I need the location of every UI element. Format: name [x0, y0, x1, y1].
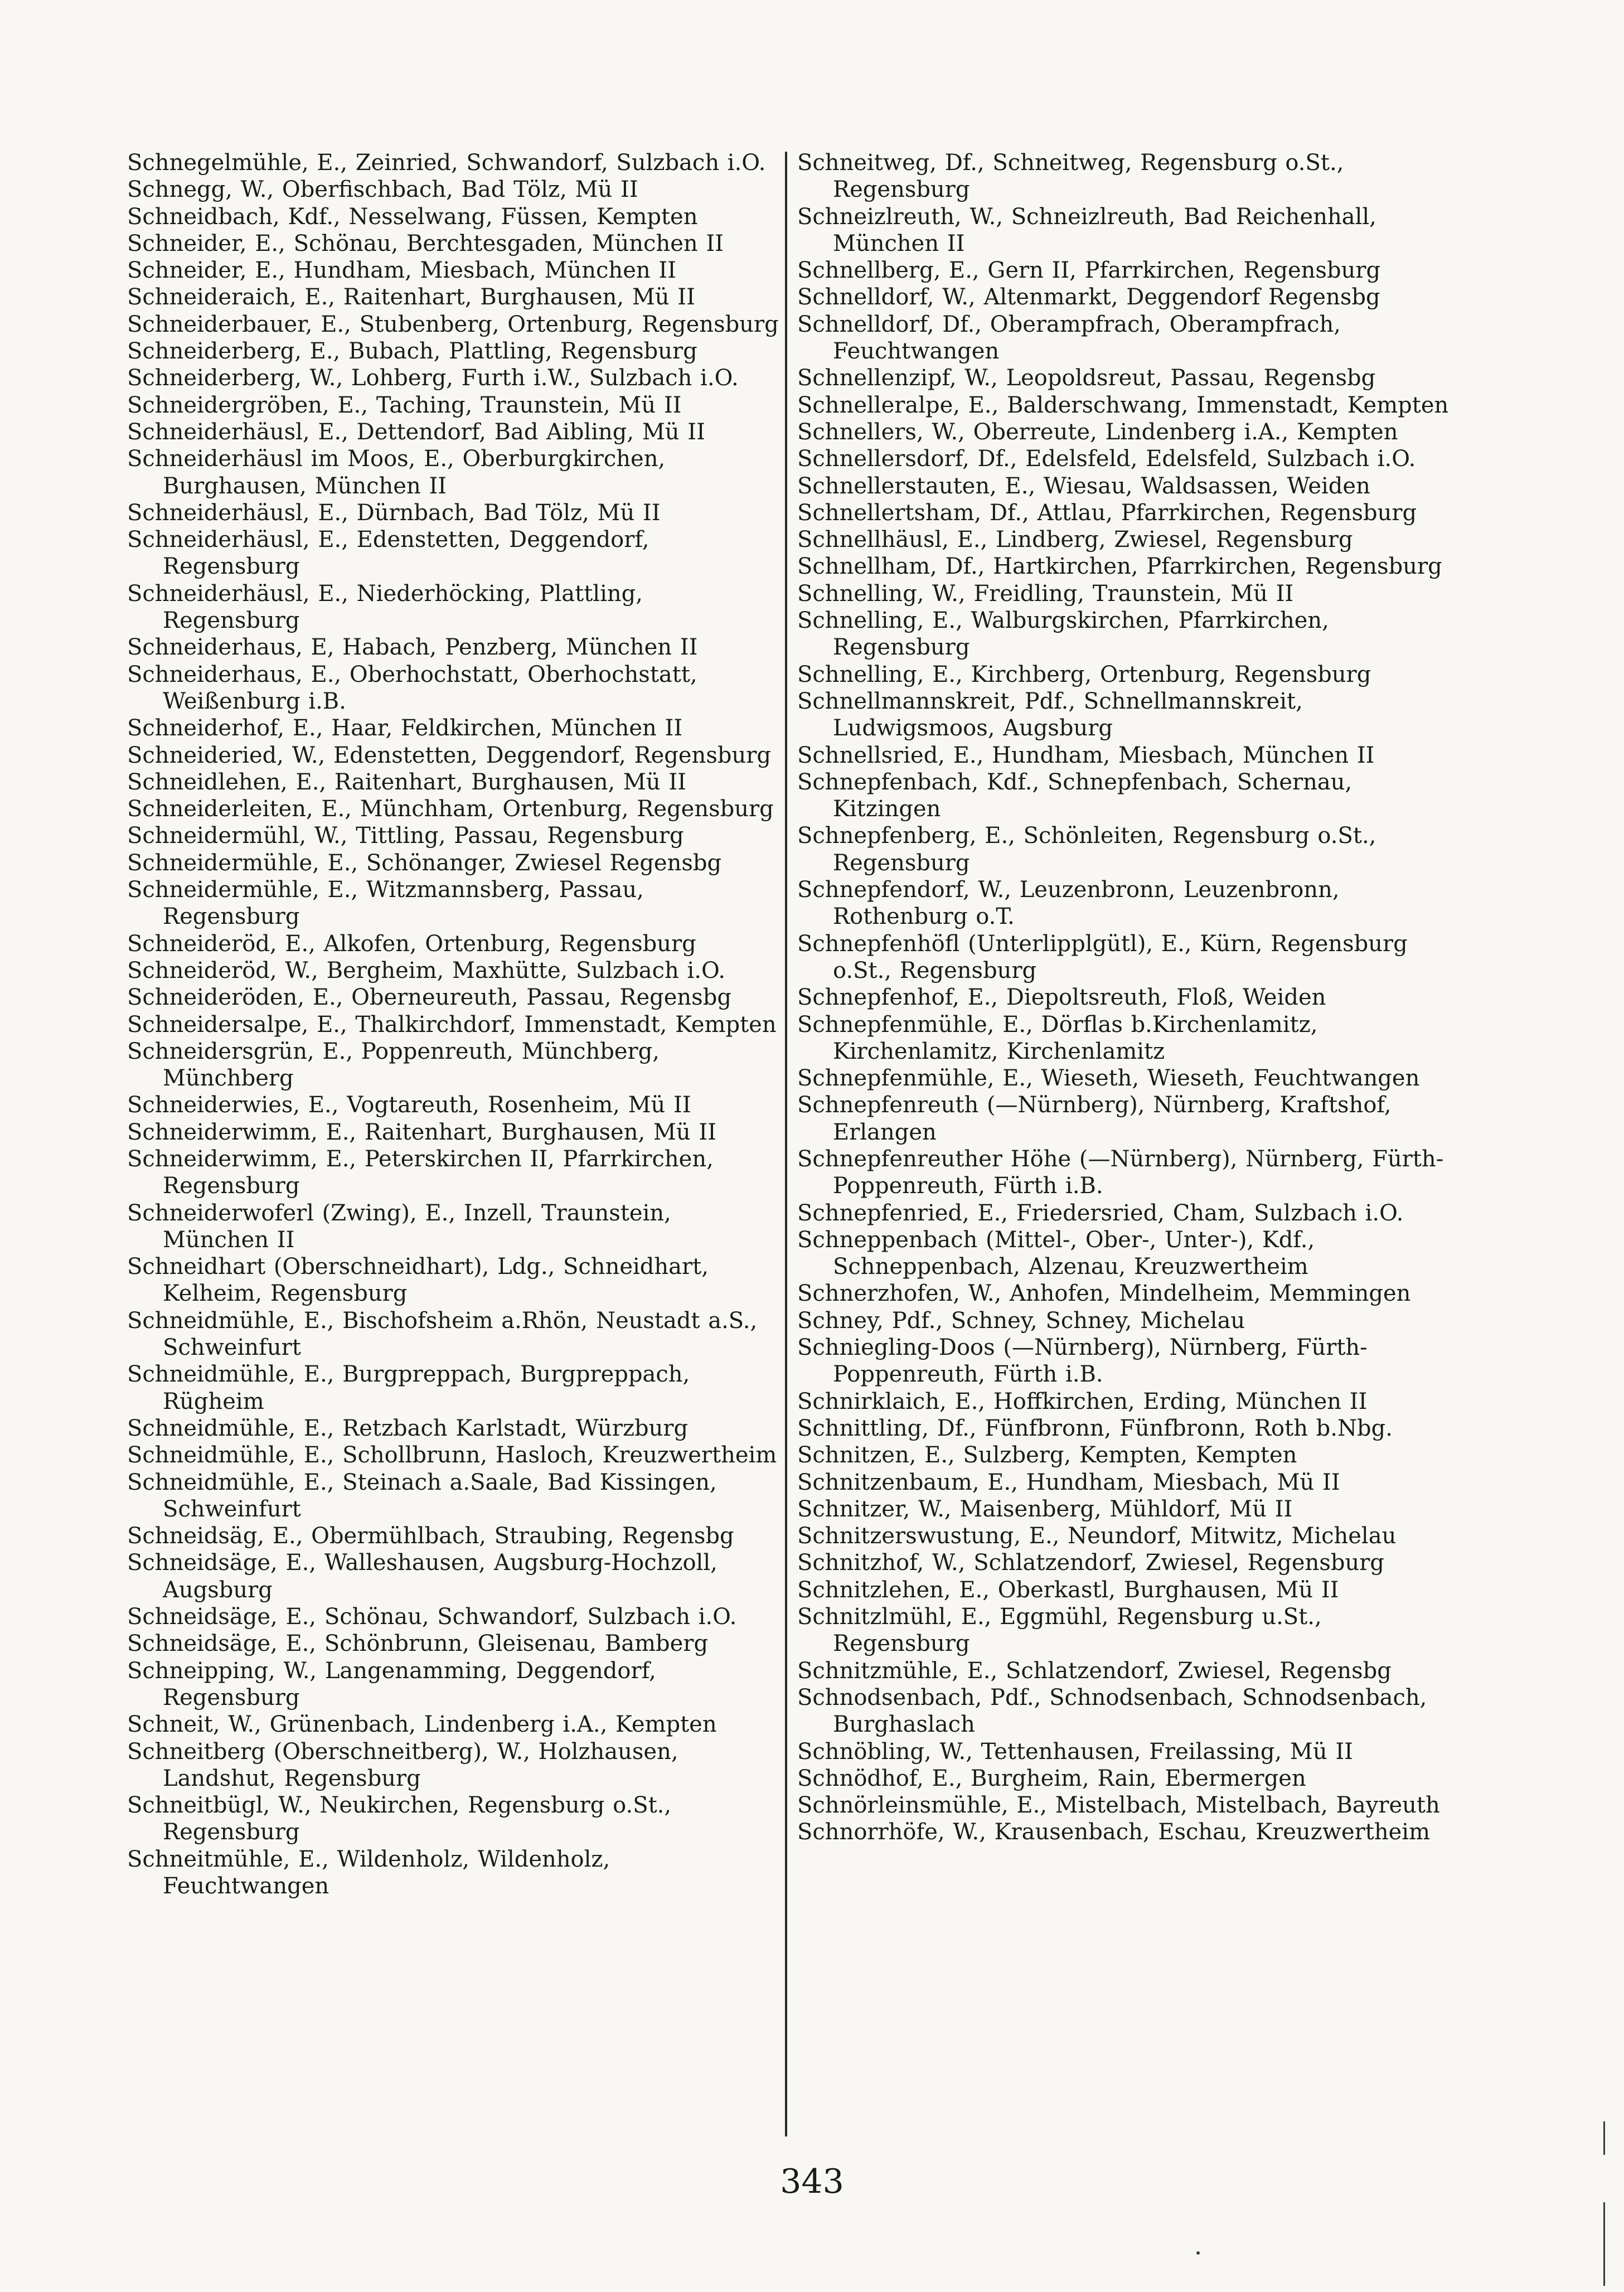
gazetteer-entry: Schnitzhof, W., Schlatzendorf, Zwiesel, Regensburg: [797, 1550, 1384, 1576]
gazetteer-entry: Schneidmühle, E., Steinach a.Saale, Bad Kissingen, Schweinfurt: [127, 1469, 717, 1522]
gazetteer-entry: Schneidsäge, E., Schönau, Schwandorf, Sulzbach i.O.: [127, 1604, 737, 1630]
gazetteer-entry: Schnodsenbach, Pdf., Schnodsenbach, Schnodsenbach, Burghaslach: [797, 1684, 1427, 1738]
gazetteer-entry: Schneiderberg, W., Lohberg, Furth i.W., Sulzbach i.O.: [127, 365, 739, 391]
gazetteer-entry: Schneidmühle, E., Retzbach Karlstadt, Würzburg: [127, 1415, 689, 1441]
gazetteer-entry: Schneiderbauer, E., Stubenberg, Ortenburg, Regensburg: [127, 311, 779, 337]
gazetteer-entry: Schnellers, W., Oberreute, Lindenberg i.A., Kempten: [797, 419, 1398, 445]
gazetteer-entry: Schnepfendorf, W., Leuzenbronn, Leuzenbronn, Rothenburg o.T.: [797, 877, 1340, 930]
gazetteer-entry: Schneipping, W., Langenamming, Deggendorf, Regensburg: [127, 1658, 656, 1710]
gazetteer-entry: Schnellmannskreit, Pdf., Schnellmannskreit, Ludwigsmoos, Augsburg: [797, 688, 1303, 742]
gazetteer-entry: Schneitmühle, E., Wildenholz, Wildenholz, Feuchtwangen: [127, 1846, 610, 1899]
gazetteer-entry: Schnellhäusl, E., Lindberg, Zwiesel, Regensburg: [797, 527, 1353, 553]
gazetteer-entry: Schniegling-Doos (—Nürnberg), Nürnberg, Fürth-Poppenreuth, Fürth i.B.: [797, 1335, 1368, 1388]
gazetteer-entry: Schnelldorf, W., Altenmarkt, Deggendorf Regensbg: [797, 284, 1380, 311]
gazetteer-entry: Schneidermühle, E., Witzmannsberg, Passau, Regensburg: [127, 877, 644, 930]
gazetteer-entry: Schneideried, W., Edenstetten, Deggendorf, Regensburg: [127, 742, 771, 768]
gazetteer-entry: Schnepfenried, E., Friedersried, Cham, Sulzbach i.O.: [797, 1200, 1404, 1226]
gazetteer-entry: Schnittling, Df., Fünfbronn, Fünfbronn, Roth b.Nbg.: [797, 1415, 1393, 1441]
gazetteer-entry: Schneidermühl, W., Tittling, Passau, Regensburg: [127, 823, 684, 849]
gazetteer-entry: Schneitberg (Oberschneitberg), W., Holzhausen, Landshut, Regensburg: [127, 1738, 678, 1791]
gazetteer-entry: Schneidersalpe, E., Thalkirchdorf, Immenstadt, Kempten: [127, 1011, 777, 1038]
gazetteer-entry: Schnirklaich, E., Hoffkirchen, Erding, München II: [797, 1388, 1368, 1414]
gazetteer-entry: Schneitbügl, W., Neukirchen, Regensburg o.St., Regensburg: [127, 1792, 672, 1845]
gazetteer-entry: Schneidhart (Oberschneidhart), Ldg., Schneidhart, Kelheim, Regensburg: [127, 1254, 709, 1307]
gazetteer-entry: Schnellerstauten, E., Wiesau, Waldsassen, Weiden: [797, 473, 1370, 499]
gazetteer-entry: Schneideröden, E., Oberneureuth, Passau, Regensbg: [127, 985, 731, 1011]
gazetteer-entry: Schnelleralpe, E., Balderschwang, Immenstadt, Kempten: [797, 392, 1449, 418]
gazetteer-entry: Schnöbling, W., Tettenhausen, Freilassing, Mü II: [797, 1738, 1353, 1765]
gazetteer-entry: Schnelldorf, Df., Oberampfrach, Oberampfrach, Feuchtwangen: [797, 311, 1341, 365]
gazetteer-entry: Schneiderwies, E., Vogtareuth, Rosenheim, Mü II: [127, 1092, 691, 1118]
gazetteer-entry: Schnellersdorf, Df., Edelsfeld, Edelsfeld, Sulzbach i.O.: [797, 446, 1416, 472]
gazetteer-entry: Schneiderhäusl, E., Niederhöcking, Plattling, Regensburg: [127, 580, 643, 634]
gazetteer-entry: Schneiderwimm, E., Raitenhart, Burghausen, Mü II: [127, 1119, 716, 1145]
gazetteer-entry: Schnitzmühle, E., Schlatzendorf, Zwiesel, Regensbg: [797, 1658, 1392, 1684]
gazetteer-entry: Schneiderhäusl, E., Edenstetten, Deggendorf, Regensburg: [127, 527, 649, 580]
gazetteer-entry: Schneidsäg, E., Obermühlbach, Straubing, Regensbg: [127, 1523, 734, 1549]
gazetteer-entry: Schneideröd, E., Alkofen, Ortenburg, Regensburg: [127, 931, 696, 957]
gazetteer-entry: Schnitzer, W., Maisenberg, Mühldorf, Mü II: [797, 1496, 1293, 1522]
gazetteer-entry: Schneidbach, Kdf., Nesselwang, Füssen, Kempten: [127, 203, 698, 230]
gazetteer-entry: Schnepfenhöfl (Unterlipplgütl), E., Kürn, Regensburg o.St., Regensburg: [797, 931, 1408, 983]
gazetteer-entry: Schnepfenbach, Kdf., Schnepfenbach, Schernau, Kitzingen: [797, 769, 1352, 822]
gazetteer-entry: Schnepfenhof, E., Diepoltsreuth, Floß, Weiden: [797, 985, 1326, 1011]
gazetteer-entry: Schnorrhöfe, W., Krausenbach, Eschau, Kreuzwertheim: [797, 1819, 1430, 1845]
gazetteer-entry: Schneit, W., Grünenbach, Lindenberg i.A., Kempten: [127, 1712, 717, 1738]
gazetteer-entry: Schnellertsham, Df., Attlau, Pfarrkirchen, Regensburg: [797, 500, 1417, 526]
gazetteer-entry: Schneidergröben, E., Taching, Traunstein, Mü II: [127, 392, 682, 418]
gazetteer-entry: Schneidlehen, E., Raitenhart, Burghausen, Mü II: [127, 769, 686, 795]
page-number: 343: [780, 2162, 844, 2201]
gazetteer-entry: Schneidersgrün, E., Poppenreuth, Münchberg, Münchberg: [127, 1038, 660, 1092]
gazetteer-entry: Schnellsried, E., Hundham, Miesbach, München II: [797, 742, 1375, 768]
gazetteer-entry: Schneiderhäusl, E., Dettendorf, Bad Aibling, Mü II: [127, 419, 705, 445]
gazetteer-entry: Schneppenbach (Mittel-, Ober-, Unter-), Kdf., Schneppenbach, Alzenau, Kreuzwertheim: [797, 1227, 1315, 1280]
ink-dot: [1196, 2251, 1200, 2255]
gazetteer-entry: Schnerzhofen, W., Anhofen, Mindelheim, Memmingen: [797, 1281, 1411, 1307]
gazetteer-entry: Schneiderhäusl, E., Dürnbach, Bad Tölz, Mü II: [127, 500, 661, 526]
gazetteer-entry: Schney, Pdf., Schney, Schney, Michelau: [797, 1307, 1245, 1334]
gazetteer-entry: Schneizlreuth, W., Schneizlreuth, Bad Reichenhall, München II: [797, 203, 1376, 256]
gazetteer-entry: Schnitzerswustung, E., Neundorf, Mitwitz, Michelau: [797, 1523, 1397, 1549]
gazetteer-entry: Schneiderwimm, E., Peterskirchen II, Pfarrkirchen, Regensburg: [127, 1146, 714, 1199]
gazetteer-entry: Schnellberg, E., Gern II, Pfarrkirchen, Regensburg: [797, 258, 1381, 284]
gazetteer-entry: Schnepfenreuth (—Nürnberg), Nürnberg, Kraftshof, Erlangen: [797, 1092, 1392, 1145]
gazetteer-entry: Schneiderleiten, E., Münchham, Ortenburg, Regensburg: [127, 796, 774, 822]
gazetteer-entry: Schnelling, E., Kirchberg, Ortenburg, Regensburg: [797, 661, 1371, 687]
gazetteer-entry: Schneider, E., Schönau, Berchtesgaden, München II: [127, 230, 724, 256]
gazetteer-entry: Schneiderhof, E., Haar, Feldkirchen, München II: [127, 715, 683, 742]
gazetteer-entry: Schneideraich, E., Raitenhart, Burghausen, Mü II: [127, 284, 695, 311]
gazetteer-entry: Schnödhof, E., Burgheim, Rain, Ebermergen: [797, 1765, 1306, 1791]
gazetteer-entry: Schneidmühle, E., Schollbrunn, Hasloch, Kreuzwertheim: [127, 1442, 777, 1469]
margin-mark: [1603, 2202, 1605, 2286]
gazetteer-entry: Schnitzlmühl, E., Eggmühl, Regensburg u.St., Regensburg: [797, 1604, 1322, 1657]
gazetteer-entry: Schnegg, W., Oberfischbach, Bad Tölz, Mü II: [127, 177, 638, 203]
gazetteer-entry: Schnepfenreuther Höhe (—Nürnberg), Nürnberg, Fürth-Poppenreuth, Fürth i.B.: [797, 1146, 1444, 1199]
gazetteer-entry: Schnitzen, E., Sulzberg, Kempten, Kempten: [797, 1442, 1297, 1469]
gazetteer-entry: Schneidsäge, E., Schönbrunn, Gleisenau, Bamberg: [127, 1631, 709, 1657]
gazetteer-entry: Schneiderwoferl (Zwing), E., Inzell, Traunstein, München II: [127, 1200, 671, 1253]
gazetteer-entry: Schnegelmühle, E., Zeinried, Schwandorf, Sulzbach i.O.: [127, 150, 766, 176]
gazetteer-entry: Schneidsäge, E., Walleshausen, Augsburg-Hochzoll, Augsburg: [127, 1550, 718, 1603]
right-column: [797, 149, 1452, 1846]
gazetteer-entry: Schneiderhäusl im Moos, E., Oberburgkirchen, Burghausen, München II: [127, 446, 666, 499]
gazetteer-entry: Schneitweg, Df., Schneitweg, Regensburg o.St., Regensburg: [797, 150, 1344, 203]
gazetteer-entry: Schnitzlehen, E., Oberkastl, Burghausen, Mü II: [797, 1577, 1339, 1603]
gazetteer-entry: Schnörleinsmühle, E., Mistelbach, Mistelbach, Bayreuth: [797, 1792, 1440, 1819]
gazetteer-entry: Schneiderhaus, E, Habach, Penzberg, München II: [127, 634, 698, 661]
gazetteer-entry: Schneiderberg, E., Bubach, Plattling, Regensburg: [127, 338, 697, 365]
gazetteer-entry: Schnepfenberg, E., Schönleiten, Regensburg o.St., Regensburg: [797, 823, 1376, 876]
gazetteer-entry: Schnelling, E., Walburgskirchen, Pfarrkirchen, Regensburg: [797, 608, 1329, 661]
column-divider: [785, 152, 787, 2136]
margin-mark: [1603, 2121, 1605, 2155]
gazetteer-entry: Schnitzenbaum, E., Hundham, Miesbach, Mü II: [797, 1469, 1340, 1495]
gazetteer-entry: Schnelling, W., Freidling, Traunstein, Mü II: [797, 580, 1294, 607]
gazetteer-entry: Schneider, E., Hundham, Miesbach, München II: [127, 258, 676, 284]
gazetteer-entry: Schneideröd, W., Bergheim, Maxhütte, Sulzbach i.O.: [127, 957, 726, 983]
gazetteer-entry: Schneiderhaus, E., Oberhochstatt, Oberhochstatt, Weißenburg i.B.: [127, 661, 697, 714]
gazetteer-entry: Schnellenzipf, W., Leopoldsreut, Passau, Regensbg: [797, 365, 1376, 391]
gazetteer-entry: Schneidermühle, E., Schönanger, Zwiesel Regensbg: [127, 850, 722, 876]
gazetteer-entry: Schnepfenmühle, E., Dörflas b.Kirchenlamitz, Kirchenlamitz, Kirchenlamitz: [797, 1011, 1318, 1064]
gazetteer-entry: Schneidmühle, E., Bischofsheim a.Rhön, Neustadt a.S., Schweinfurt: [127, 1307, 758, 1361]
gazetteer-entry: Schneidmühle, E., Burgpreppach, Burgpreppach, Rügheim: [127, 1361, 690, 1414]
left-column: [127, 149, 782, 1899]
gazetteer-entry: Schnellham, Df., Hartkirchen, Pfarrkirchen, Regensburg: [797, 554, 1442, 580]
gazetteer-entry: Schnepfenmühle, E., Wieseth, Wieseth, Feuchtwangen: [797, 1065, 1420, 1092]
